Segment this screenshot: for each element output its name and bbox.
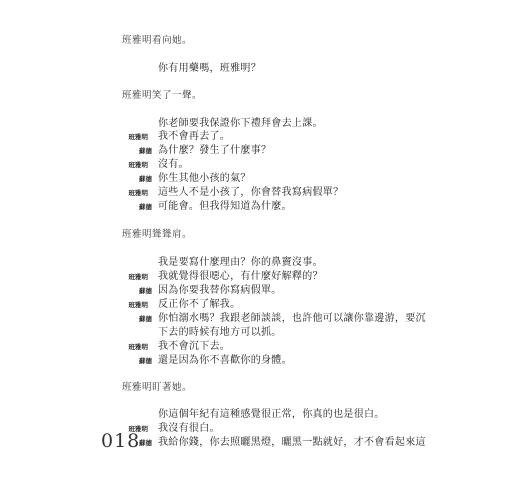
speaker-label: 蘇德 <box>139 203 152 211</box>
speaker-label: 班雅明 <box>128 133 148 141</box>
dialogue-line: 你生其他小孩的氣？ <box>158 173 251 184</box>
dialogue-line: 我是要寫什麼理由？你的鼻竇沒事。 <box>158 257 323 268</box>
dialogue-line: 反正你不了解我。 <box>158 299 241 310</box>
dialogue-line: 這些人不是小孩了，你會替我寫病假單？ <box>158 187 344 198</box>
dialogue-line: 我給你錢，你去照曬黑燈，曬黑一點就好，才不會看起來這 <box>158 437 426 448</box>
page-number: 018 <box>101 430 141 452</box>
speaker-label: 蘇德 <box>139 439 152 447</box>
dialogue-line: 你這個年紀有這種感覺很正常，你真的也是很白。 <box>158 409 385 420</box>
speaker-label: 蘇德 <box>139 287 152 295</box>
dialogue-line-continued: 下去的時候有地方可以抓。 <box>158 327 282 338</box>
dialogue-line: 你怕溺水嗎？我跟老師談談，也許他可以讓你靠邊游，要沉 <box>158 313 426 324</box>
speaker-label: 班雅明 <box>128 273 148 281</box>
dialogue-line: 你有用藥嗎，班雅明？ <box>158 63 261 74</box>
dialogue-line: 我沒有很白。 <box>158 423 220 434</box>
dialogue-line: 你老師要我保證你下禮拜會去上課。 <box>158 118 323 129</box>
stage-direction: 班雅明笑了一聲。 <box>122 90 203 101</box>
speaker-label: 蘇德 <box>139 315 152 323</box>
speaker-label: 班雅明 <box>128 301 148 309</box>
dialogue-line: 我不會沉下去。 <box>158 341 231 352</box>
stage-direction: 班雅明聳聳肩。 <box>122 229 193 240</box>
dialogue-line: 因為你要我替你寫病假單。 <box>158 285 282 296</box>
dialogue-line: 我不會再去了。 <box>158 131 231 142</box>
speaker-label: 班雅明 <box>128 189 148 197</box>
stage-direction: 班雅明盯著她。 <box>122 382 193 393</box>
speaker-label: 蘇德 <box>139 357 152 365</box>
speaker-label: 班雅明 <box>128 425 148 433</box>
speaker-label: 班雅明 <box>128 161 148 169</box>
dialogue-line: 還是因為你不喜歡你的身體。 <box>158 355 292 366</box>
dialogue-line: 沒有。 <box>158 159 189 170</box>
stage-direction: 班雅明看向她。 <box>122 35 193 46</box>
speaker-label: 蘇德 <box>139 175 152 183</box>
speaker-label: 班雅明 <box>128 343 148 351</box>
dialogue-line: 我就覺得很噁心，有什麼好解釋的？ <box>158 271 323 282</box>
speaker-label: 蘇德 <box>139 147 152 155</box>
dialogue-line: 可能會。但我得知道為什麼。 <box>158 201 292 212</box>
dialogue-line: 為什麼？發生了什麼事？ <box>158 145 272 156</box>
